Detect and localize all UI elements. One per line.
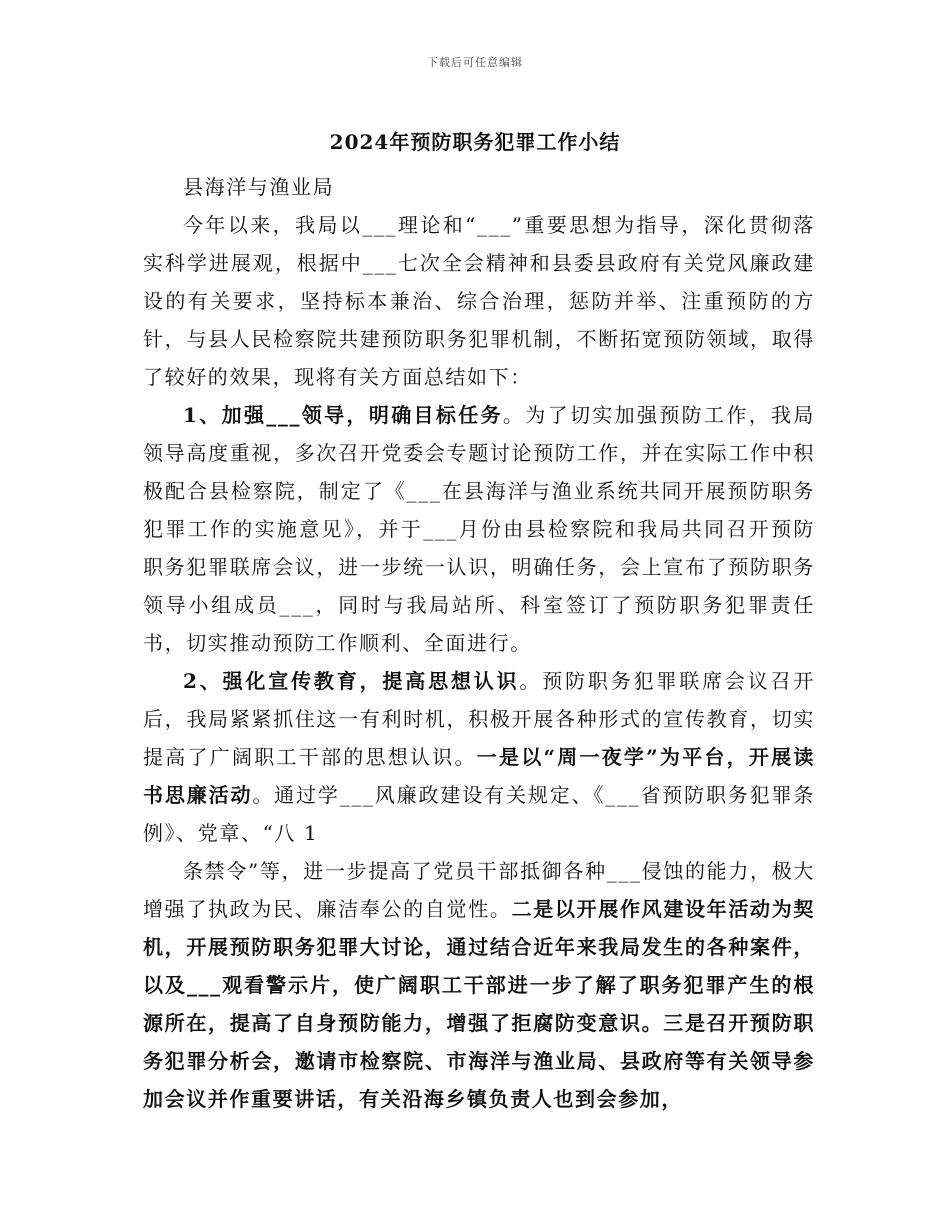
continuation-bold: 二是以开展作风建设年活动为契机，开展预防职务犯罪大讨论，通过结合近年来我局发生的各种案件，以及___观看警示片，使广阔职工干部进一步了解了职务犯罪产生的根源所在，提高了自身预防能力，增强了拒腐防变意识。三是召开预防职务犯罪分析会，邀请市检察院、市海洋与渔业局、县政府等有关领导参加会议并作重要讲话，有关沿海乡镇负责人也到会参加， — [143, 897, 815, 1111]
section-1-heading: 1、加强___领导，明确目标任务 — [183, 403, 503, 427]
document-title: 2024年预防职务犯罪工作小结 — [329, 130, 621, 154]
header-note: 下载后可任意编辑 — [427, 56, 523, 69]
section-2-point-1-text: 。通过学___风廉政建设有关规定、《___省预防职务犯罪条例》、党章、“八 1 — [143, 783, 815, 845]
document-body — [143, 168, 815, 1118]
paragraph-intro: 今年以来，我局以___理论和“___”重要思想为指导，深化贯彻落实科学进展观，根据中___七次全会精神和县委县政府有关党风廉政建设的有关要求，坚持标本兼治、综合治理，惩防并举、注重预防的方针，与县人民检察院共建预防职务犯罪机制，不断拓宽预防领域，取得了较好的效果，现将有关方面总结如下： — [143, 213, 815, 389]
section-1-text: 。为了切实加强预防工作，我局领导高度重视，多次召开党委会专题讨论预防工作，并在实际工作中积极配合县检察院，制定了《___在县海洋与渔业系统共同开展预防职务犯罪工作的实施意见》，并于___月份由县检察院和我局共同召开预防职务犯罪联席会议，进一步统一认识，明确任务，会上宣布了预防职务领导小组成员___，同时与我局站所、科室签订了预防职务犯罪责任书，切实推动预防工作顺利、全面进行。 — [143, 403, 815, 655]
section-2-text: 。预防职务犯罪联席会议召开后，我局紧紧抓住这一有利时机，积极开展各种形式的宣传教育，切实提高了广阔职工干部的思想认识。 — [143, 669, 815, 769]
paragraph-continuation — [143, 852, 815, 1118]
org-line: 县海洋与渔业局 — [183, 175, 335, 199]
section-2-point-1-heading: 一是以“周一夜学”为平台，开展读书思廉活动 — [143, 745, 816, 807]
section-2-heading: 2、强化宣传教育，提高思想认识 — [183, 669, 520, 693]
paragraph-section-2 — [143, 662, 815, 852]
continuation-text: 条禁令”等，进一步提高了党员干部抵御各种___侵蚀的能力，极大增强了执政为民、廉洁奉公的自觉性。 — [143, 859, 815, 921]
paragraph-section-1 — [143, 396, 815, 662]
